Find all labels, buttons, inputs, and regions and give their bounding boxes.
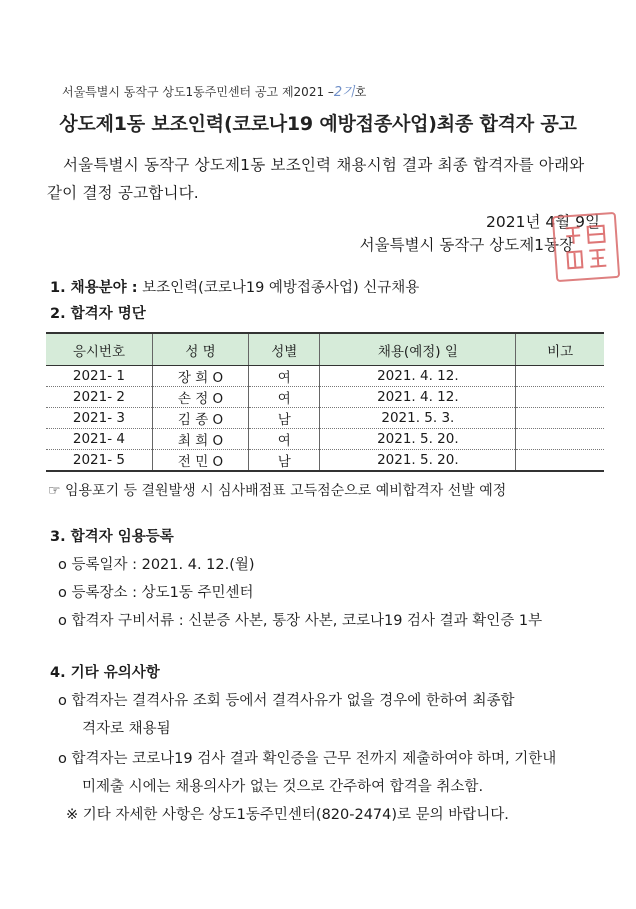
cell-name: 최 희 O [152, 429, 248, 450]
cell-gender: 남 [249, 408, 320, 429]
cell-gender: 남 [249, 450, 320, 472]
table-header-row [46, 333, 604, 366]
successful-applicants-table [46, 332, 604, 472]
cell-applicant-number: 2021- 4 [46, 429, 152, 450]
cell-name: 전 민 O [152, 450, 248, 472]
cell-name: 손 정 O [152, 387, 248, 408]
cell-gender: 여 [249, 366, 320, 387]
registration-place-item: o 등록장소 : 상도1동 주민센터 [58, 585, 254, 601]
column-header-name: 성 명 [152, 333, 248, 366]
registration-date-item: o 등록일자 : 2021. 4. 12.(월) [58, 557, 255, 573]
column-header-remarks: 비고 [516, 333, 604, 366]
document-title: 상도제1동 보조인력(코로나19 예방접종사업)최종 합격자 공고 [59, 113, 577, 135]
cell-name: 김 종 O [152, 408, 248, 429]
notice-item-1-line-1: o 합격자는 결격사유 조회 등에서 결격사유가 없을 경우에 한하여 최종합 [58, 693, 515, 709]
table-row [46, 408, 604, 429]
column-header-applicant-number: 응시번호 [46, 333, 152, 366]
cell-hire-date: 2021. 5. 3. [320, 408, 516, 429]
section-3-heading [50, 525, 174, 546]
cell-remarks [516, 387, 604, 408]
section-4-heading [50, 661, 160, 682]
section-1-heading: 1. 채용분야 : [50, 280, 138, 296]
table-row [46, 387, 604, 408]
issue-date: 2021년 4월 9일 [486, 213, 600, 231]
cell-gender: 여 [249, 429, 320, 450]
column-header-gender: 성별 [249, 333, 320, 366]
cell-applicant-number: 2021- 5 [46, 450, 152, 472]
cell-hire-date: 2021. 4. 12. [320, 387, 516, 408]
notice-number [62, 81, 366, 100]
cell-remarks [516, 366, 604, 387]
intro-line-2: 같이 결정 공고합니다. [47, 184, 199, 202]
section-3-title: 3. 합격자 임용등록 [50, 529, 174, 545]
cell-applicant-number: 2021- 3 [46, 408, 152, 429]
intro-line-1: 서울특별시 동작구 상도제1동 보조인력 채용시험 결과 최종 합격자를 아래와 [63, 156, 585, 174]
cell-hire-date: 2021. 5. 20. [320, 450, 516, 472]
section-1-value: 보조인력(코로나19 예방접종사업) 신규채용 [137, 280, 420, 296]
cell-hire-date: 2021. 4. 12. [320, 366, 516, 387]
table-row [46, 450, 604, 472]
table-row [46, 429, 604, 450]
contact-footnote: ※ 기타 자세한 사항은 상도1동주민센터(820-2474)로 문의 바랍니다. [66, 807, 509, 823]
cell-applicant-number: 2021- 1 [46, 366, 152, 387]
notice-item-2-line-2: 미제출 시에는 채용의사가 없는 것으로 간주하여 합격을 취소함. [82, 779, 484, 795]
cell-remarks [516, 429, 604, 450]
cell-gender: 여 [249, 387, 320, 408]
notice-number-suffix: 호 [354, 85, 367, 99]
cell-remarks [516, 408, 604, 429]
column-header-hire-date: 채용(예정) 일 [320, 333, 516, 366]
section-2-title: 2. 합격자 명단 [50, 306, 146, 322]
seal-mark-icon [559, 219, 613, 274]
section-1-recruitment-field [50, 276, 419, 297]
required-documents-item: o 합격자 구비서류 : 신분증 사본, 통장 사본, 코로나19 검사 결과 확인증 1부 [58, 613, 543, 629]
reserve-candidate-note: ☞ 임용포기 등 결원발생 시 심사배점표 고득점순으로 예비합격자 선발 예정 [48, 483, 507, 499]
notice-item-1-line-2: 격자로 채용됨 [82, 721, 171, 737]
section-2-heading [50, 302, 146, 323]
cell-applicant-number: 2021- 2 [46, 387, 152, 408]
issuer-name: 서울특별시 동작구 상도제1동장 [359, 236, 574, 254]
cell-name: 장 희 O [152, 366, 248, 387]
notice-item-2-line-1: o 합격자는 코로나19 검사 결과 확인증을 근무 전까지 제출하여야 하며, 기한내 [58, 751, 557, 767]
cell-remarks [516, 450, 604, 472]
notice-number-prefix: 서울특별시 동작구 상도1동주민센터 공고 제2021 – [62, 85, 334, 99]
section-4-title: 4. 기타 유의사항 [50, 665, 160, 681]
notice-number-handwritten: 2기 [333, 85, 355, 100]
official-seal-stamp [552, 212, 620, 282]
cell-hire-date: 2021. 5. 20. [320, 429, 516, 450]
table-row [46, 366, 604, 387]
